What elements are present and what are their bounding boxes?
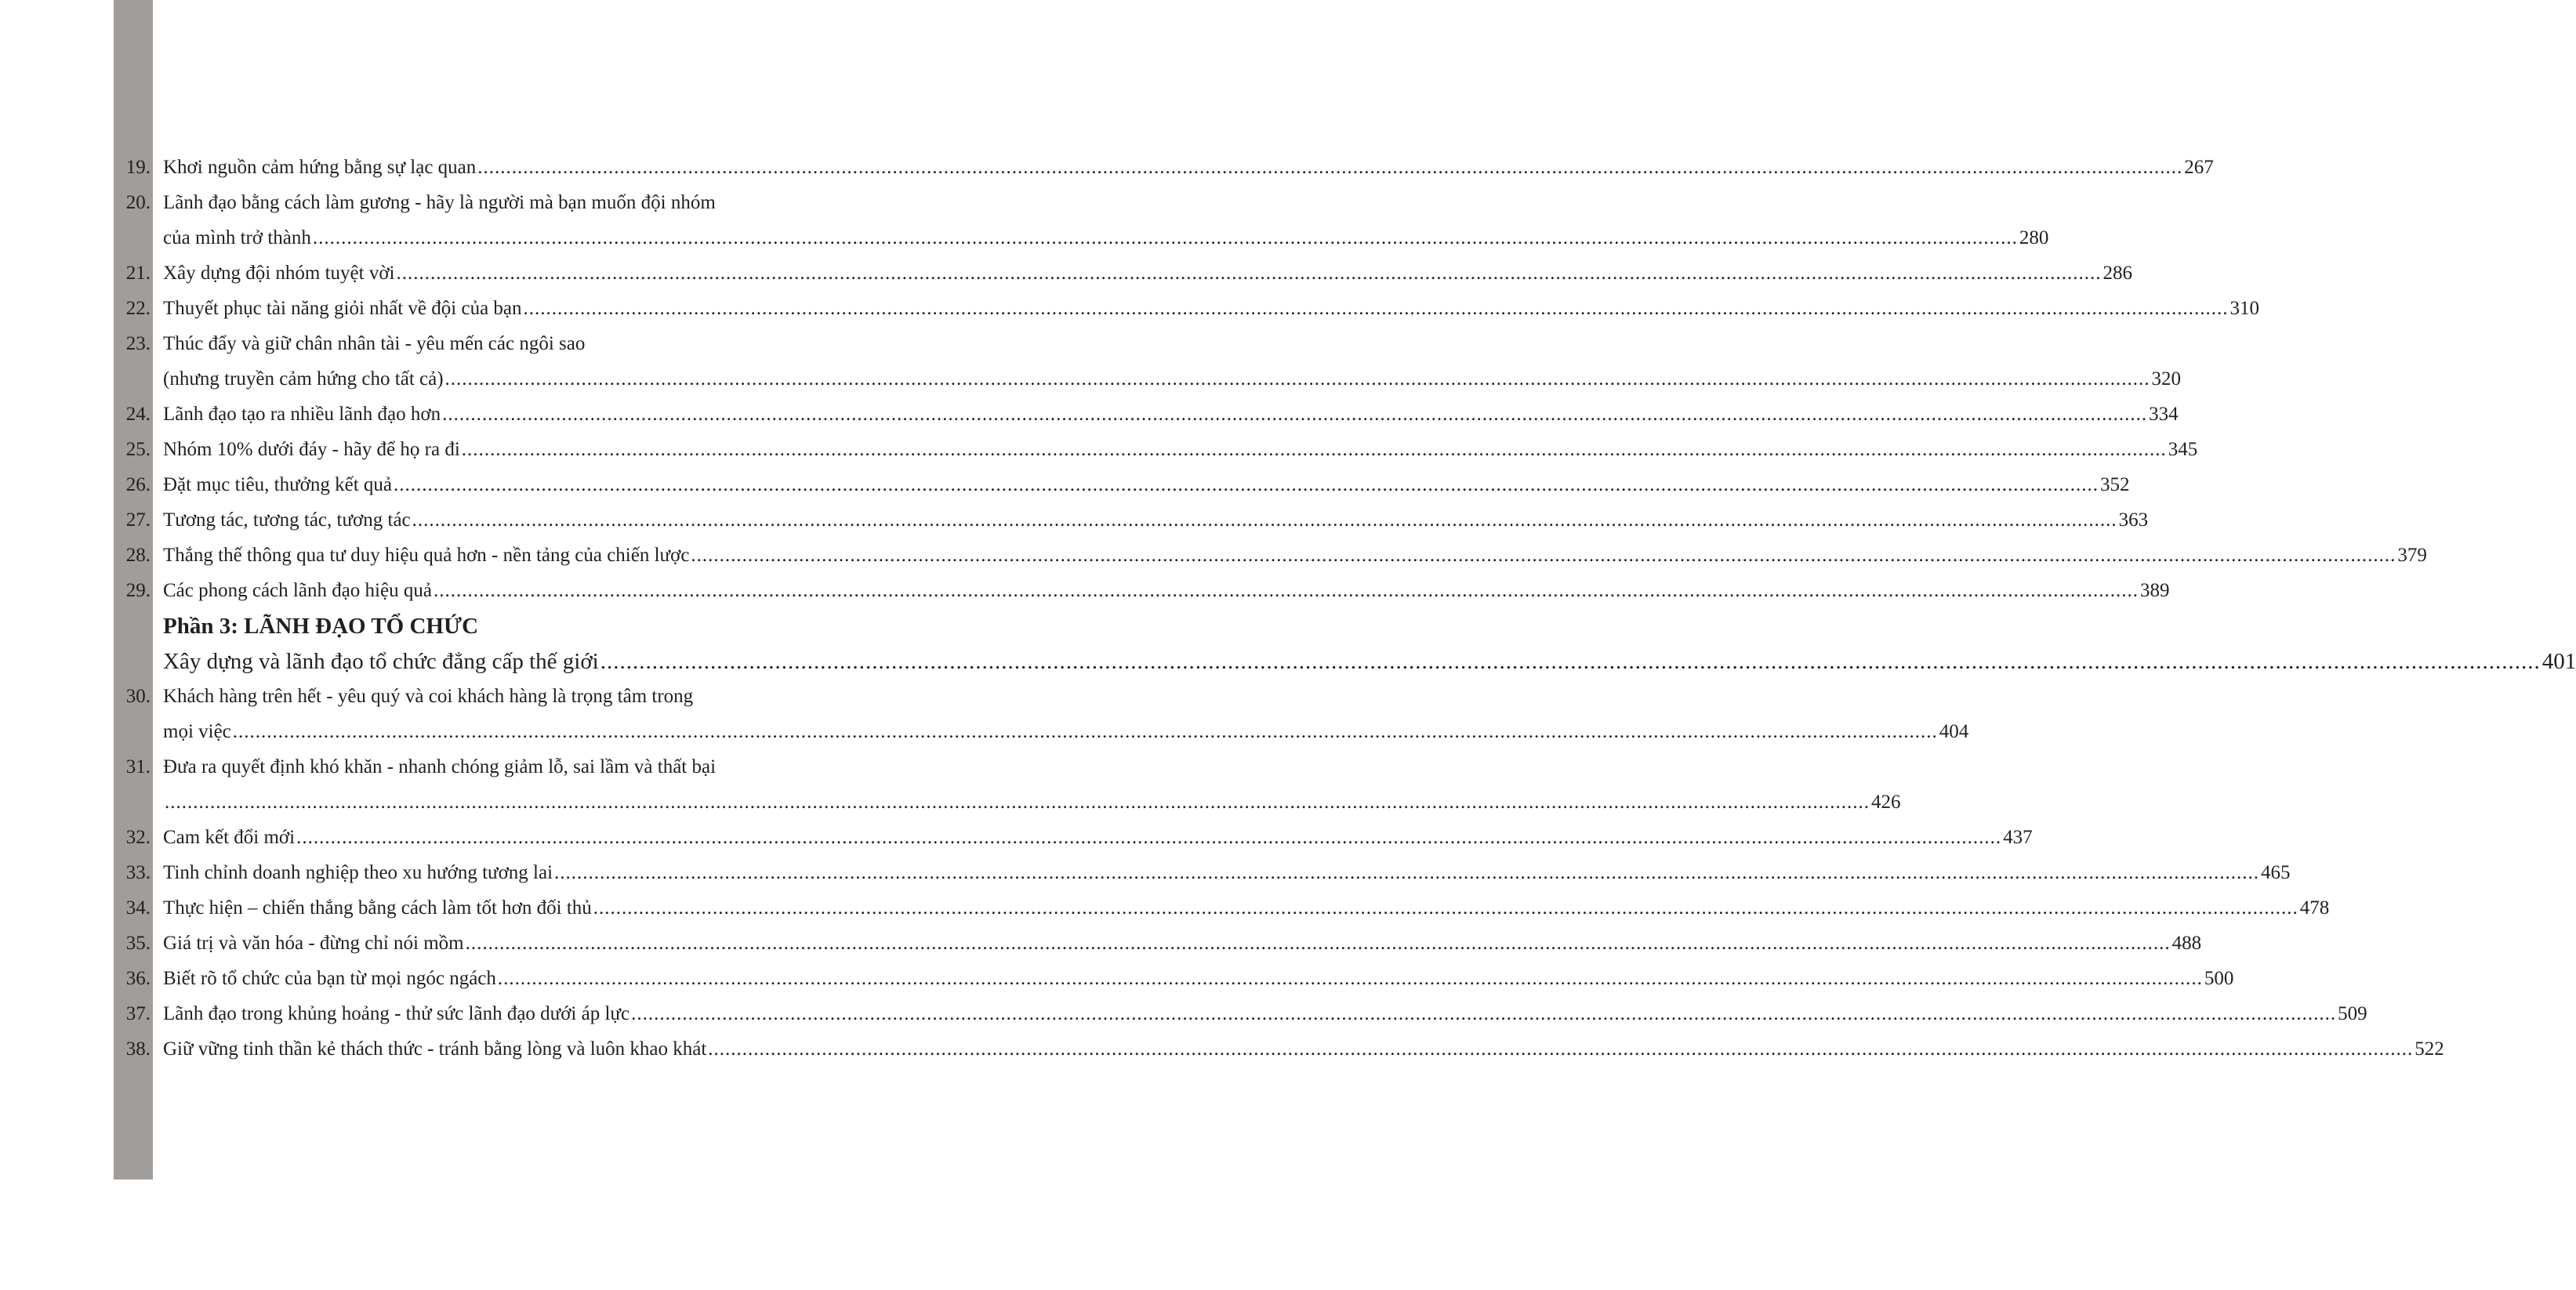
- dot-leader: ............................................................................................................................................................................................................................................................................................................: [477, 157, 2183, 178]
- toc-entry-line: [0, 1031, 2444, 1067]
- entry-leader: [163, 961, 2234, 997]
- toc-entry-line: [0, 608, 908, 644]
- entry-title: Giá trị và văn hóa - đừng chỉ nói mồm: [163, 933, 464, 954]
- entry-leader: [163, 502, 2149, 538]
- entry-title: Đặt mục tiêu, thưởng kết quả: [163, 474, 392, 495]
- entry-leader: [163, 714, 1969, 750]
- entry-title: Khơi nguồn cảm hứng bằng sự lạc quan: [163, 157, 477, 178]
- page-number: 426: [1871, 792, 1901, 813]
- entry-number: 34.: [125, 897, 151, 919]
- entry-title: Cam kết đổi mới: [163, 827, 296, 848]
- entry-leader: [163, 643, 2576, 679]
- page-number: 488: [2171, 933, 2202, 954]
- entry-leader: [163, 397, 2179, 433]
- entry-number: 35.: [125, 933, 151, 954]
- entry-title: Thuyết phục tài năng giỏi nhất về đội của bạn: [163, 298, 522, 319]
- toc-entry-line: [0, 326, 908, 362]
- page-number: 267: [2184, 157, 2214, 178]
- entry-title: Biết rõ tổ chức của bạn từ mọi ngóc ngách: [163, 968, 496, 989]
- toc-entry-line: [0, 996, 2367, 1032]
- entry-title: Thực hiện – chiến thắng bằng cách làm tốt hơn đối thủ: [163, 897, 592, 919]
- entry-leader: [163, 573, 2170, 609]
- toc-entry-line: [0, 643, 2576, 679]
- page-number: 345: [2168, 439, 2198, 460]
- page-number: 334: [2149, 404, 2179, 425]
- entry-title: Tương tác, tương tác, tương tác: [163, 509, 411, 531]
- entry-leader: [163, 467, 2130, 503]
- toc-entry-line: [0, 467, 2130, 503]
- entry-title: của mình trở thành: [163, 227, 311, 248]
- toc-entry-line: [0, 538, 2427, 574]
- toc-entry-line: [0, 855, 2291, 891]
- page-number: 437: [2003, 827, 2033, 848]
- entry-title: mọi việc: [163, 721, 231, 742]
- page-number: 352: [2099, 474, 2130, 495]
- toc-entry-line: [0, 255, 2132, 292]
- entry-number: 23.: [125, 333, 151, 354]
- dot-leader: ............................................................................................................................................................................................................................................................................................................: [433, 580, 2139, 601]
- page-number: 465: [2261, 862, 2291, 883]
- page-number: 404: [1939, 721, 1969, 742]
- entry-leader: [163, 820, 2033, 856]
- toc-entry-line: [0, 890, 2330, 926]
- dot-leader: ............................................................................................................................................................................................................................................................................................................: [631, 1003, 2337, 1024]
- entry-number: 22.: [125, 298, 151, 319]
- dot-leader: ............................................................................................................................................................................................................................................................................................................: [497, 968, 2203, 989]
- dot-leader: ............................................................................................................................................................................................................................................................................................................: [461, 439, 2167, 460]
- page-number: 280: [2019, 227, 2049, 248]
- entry-number: 36.: [125, 968, 151, 989]
- toc-entry-line: [0, 361, 2182, 397]
- page-number: 478: [2299, 897, 2330, 919]
- toc-entry-line: [0, 749, 908, 785]
- entry-number: 26.: [125, 474, 151, 495]
- entry-leader: [163, 855, 2291, 891]
- entry-leader: [163, 996, 2367, 1032]
- entry-number: 30.: [125, 686, 151, 707]
- toc-entry-line: [0, 291, 2260, 327]
- entry-title: Thúc đẩy và giữ chân nhân tài - yêu mến các ngôi sao: [163, 333, 586, 354]
- entry-title: Đưa ra quyết định khó khăn - nhanh chóng giảm lỗ, sai lầm và thất bại: [163, 756, 717, 777]
- entry-leader: [163, 150, 2214, 186]
- entry-number: 27.: [125, 509, 151, 531]
- entry-leader: [163, 220, 2049, 256]
- page-number: 389: [2139, 580, 2170, 601]
- entry-title: Tinh chỉnh doanh nghiệp theo xu hướng tương lai: [163, 862, 553, 883]
- entry-leader: [163, 538, 2427, 574]
- entry-number: 37.: [125, 1003, 151, 1024]
- toc-entry-line: [0, 926, 2202, 962]
- entry-leader: [163, 890, 2330, 926]
- entry-leader: [163, 1031, 2444, 1067]
- dot-leader: ............................................................................................................................................................................................................................................................................................................: [593, 897, 2298, 919]
- entry-number: 28.: [125, 545, 151, 566]
- dot-leader: ............................................................................................................................................................................................................................................................................................................: [444, 368, 2150, 390]
- entry-number: 19.: [125, 157, 151, 178]
- entry-number: 24.: [125, 404, 151, 425]
- entry-title: Lãnh đạo bằng cách làm gương - hãy là người mà bạn muốn đội nhóm: [163, 192, 716, 213]
- entry-number: 25.: [125, 439, 151, 460]
- entry-leader: [163, 926, 2202, 962]
- page-number: 320: [2151, 368, 2182, 390]
- dot-leader: ............................................................................................................................................................................................................................................................................................................: [600, 649, 2541, 674]
- entry-number: 31.: [125, 756, 151, 777]
- entry-title: Xây dựng đội nhóm tuyệt vời: [163, 263, 395, 284]
- dot-leader: ............................................................................................................................................................................................................................................................................................................: [312, 227, 2018, 248]
- dot-leader: ............................................................................................................................................................................................................................................................................................................: [708, 1038, 2414, 1060]
- toc-entry-line: [0, 220, 2049, 256]
- toc-entry-line: [0, 714, 1969, 750]
- entry-number: 21.: [125, 263, 151, 284]
- dot-leader: ............................................................................................................................................................................................................................................................................................................: [412, 509, 2117, 531]
- page-number: 401: [2542, 649, 2576, 674]
- page-number: 500: [2204, 968, 2234, 989]
- entry-title: Xây dựng và lãnh đạo tổ chức đẳng cấp thế giới: [163, 649, 599, 674]
- entry-leader: [163, 255, 2132, 292]
- page-number: 509: [2338, 1003, 2367, 1024]
- entry-title: (nhưng truyền cảm hứng cho tất cả): [163, 368, 444, 390]
- dot-leader: ............................................................................................................................................................................................................................................................................................................: [393, 474, 2099, 495]
- toc-entry-line: [0, 961, 2234, 997]
- toc-entry-line: [0, 185, 908, 221]
- entry-title: Nhóm 10% dưới đáy - hãy để họ ra đi: [163, 439, 460, 460]
- entry-title: Giữ vững tinh thần kẻ thách thức - tránh bằng lòng và luôn khao khát: [163, 1038, 707, 1060]
- toc-entry-line: [0, 432, 2198, 468]
- toc-entry-line: [0, 573, 2170, 609]
- entry-leader: [163, 361, 2182, 397]
- entry-title: Lãnh đạo trong khủng hoảng - thử sức lãnh đạo dưới áp lực: [163, 1003, 630, 1024]
- page-number: 310: [2230, 298, 2260, 319]
- page-number: 522: [2415, 1038, 2444, 1060]
- entry-leader: [163, 432, 2198, 468]
- entry-number: 20.: [125, 192, 151, 213]
- page-number: 286: [2103, 263, 2132, 284]
- entry-number: 32.: [125, 827, 151, 848]
- part-heading: Phần 3: LÃNH ĐẠO TỔ CHỨC: [163, 614, 479, 639]
- entry-leader: [163, 785, 1901, 821]
- dot-leader: ............................................................................................................................................................................................................................................................................................................: [465, 933, 2171, 954]
- page-number: 363: [2118, 509, 2149, 531]
- entry-leader: [163, 291, 2260, 327]
- entry-title: Các phong cách lãnh đạo hiệu quả: [163, 580, 432, 601]
- toc-entry-line: [0, 502, 2149, 538]
- entry-title: Khách hàng trên hết - yêu quý và coi khách hàng là trọng tâm trong: [163, 686, 694, 707]
- dot-leader: ............................................................................................................................................................................................................................................................................................................: [523, 298, 2229, 319]
- toc-entry-line: [0, 150, 2214, 186]
- dot-leader: ............................................................................................................................................................................................................................................................................................................: [442, 404, 2148, 425]
- entry-number: 29.: [125, 580, 151, 601]
- entry-title: Thắng thế thông qua tư duy hiệu quả hơn - nền tảng của chiến lược: [163, 545, 690, 566]
- entry-number: 38.: [125, 1038, 151, 1060]
- toc-entry-line: [0, 820, 2033, 856]
- entry-title: Lãnh đạo tạo ra nhiều lãnh đạo hơn: [163, 404, 441, 425]
- page-number: 379: [2397, 545, 2427, 566]
- dot-leader: ............................................................................................................................................................................................................................................................................................................: [232, 721, 1938, 742]
- dot-leader: ............................................................................................................................................................................................................................................................................................................: [165, 792, 1870, 813]
- dot-leader: ............................................................................................................................................................................................................................................................................................................: [396, 263, 2102, 284]
- toc-entry-line: [0, 397, 2179, 433]
- dot-leader: ............................................................................................................................................................................................................................................................................................................: [554, 862, 2260, 883]
- dot-leader: ............................................................................................................................................................................................................................................................................................................: [691, 545, 2396, 566]
- toc-entry-line: [0, 785, 1901, 821]
- dot-leader: ............................................................................................................................................................................................................................................................................................................: [296, 827, 2002, 848]
- entry-number: 33.: [125, 862, 151, 883]
- toc-entry-line: [0, 679, 908, 715]
